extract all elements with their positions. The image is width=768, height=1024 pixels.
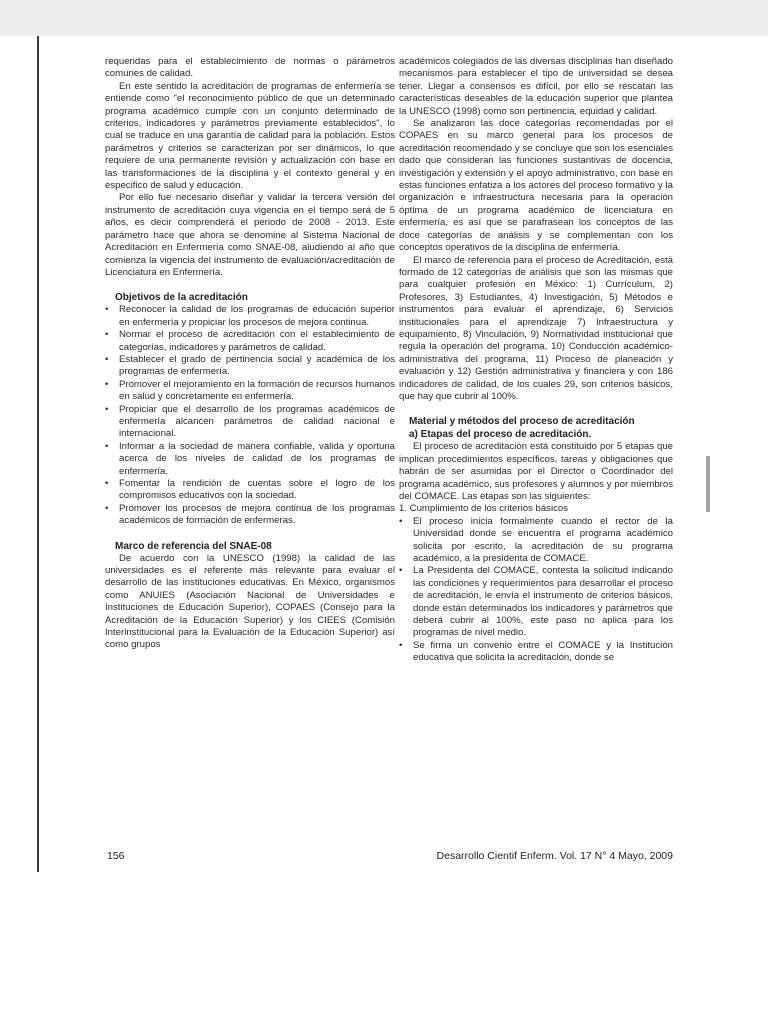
list-item: • Informar a la sociedad de manera confiable, valida y oportuna acerca de los niveles de calidad de los programas de enfermería. (105, 441, 395, 478)
paragraph: Por ello fue necesario diseñar y validar la tercera versión del instrumento de acreditación cuya vigencia en el tiempo será de 5 años, es decir comprenderá el periodo de 2008 - 2013. Este parámetro hace que ahora se denomine al Sistema Nacional de Acreditación en Enfermería como SNAE-08, aludiendo al año que comienza la vigencia del instrumento de evaluación/acreditación de Licenciatura en Enfermería. (105, 192, 395, 278)
list-item: • Fomentar la rendición de cuentas sobre el logro de los compromisos educativos con la sociedad. (105, 478, 395, 503)
etapas-list (399, 516, 673, 665)
section-heading-marco: Marco de referencia del SNAE-08 (115, 540, 272, 552)
list-item: • El proceso inicia formalmente cuando el rector de la Universidad donde se encuentra el programa académico solicita por escrito, la acreditación de su programa académico, a la presidenta de COMACE. (399, 516, 673, 566)
paragraph: De acuerdo con la UNESCO (1998) la calidad de las universidades es el referente más relevante para evaluar el desarrollo de las instituciones educativas. En México, organismos como ANUIES (Asociación Nacional de Universidades e Instituciones de Educación Superior), COPAES (Consejo para la Acreditación de la Educación Superior) y los CIEES (Comisión Interinstitucional para la Evaluación de la Educación Superior) así como grupos (105, 552, 395, 651)
right-column (399, 56, 673, 665)
paragraph: requeridas para el establecimiento de normas o parámetros comunes de calidad. (105, 56, 395, 80)
section-heading-etapas: a) Etapas del proceso de acreditación. (409, 429, 592, 441)
objetivos-list (105, 304, 395, 527)
top-margin (0, 0, 768, 36)
paragraph: En este sentido la acreditación de programas de enfermería se entiende como "el reconocimiento público de que un determinado programa académico cumple con un conjunto determinado de criterios, indicadores y parámetros previamente establecidos", lo cual se traduce en una garantía de calidad para la población. Estos parámetros y criterios se caracterizan por ser dinámicos, lo que requiere de una permanente revisión y actualización con base en las transformaciones de la disciplina y el contexto general y en especifico de salud y educación. (105, 80, 395, 192)
section-heading-material: Material y métodos del proceso de acreditación (409, 416, 635, 428)
list-item: • Promover los procesos de mejora continua de los programas académicos de formación de enfermeras. (105, 503, 395, 528)
list-item: • Promover el mejoramiento en la formación de recursos humanos en salud y concretamente en enfermería. (105, 379, 395, 404)
left-column (105, 56, 395, 652)
paragraph: El marco de referencia para el proceso de Acreditación, está formado de 12 categorías de análisis que son las mismas que para cualquier profesión en México: 1) Currículum, 2) Profesores, 3) Estudiantes, 4) Investigación, 5) Métodos e instrumentos para evaluar el aprendizaje, 6) Servicios institucionales para el aprendizaje 7) Infraestructura y equipamiento, 8) Vinculación, 9) Normatividad institucional que regula la operación del programa, 10) Conducción académico-administrativa del programa, 11) Proceso de planeación y evaluación y 12) Gestión administrativa y financiera y con 186 indicadores de calidad, de los cuales 29, son criterios básicos, que hay que cubrir al 100%. (399, 254, 673, 402)
list-item: • La Presidenta del COMACE, contesta la solicitud indicando las condiciones y requerimientos para desarrollar el proceso de acreditación, le envía el instrumento de criterios básicos, donde están determinados los indicadores y parámetros que deberá cubrir al 100%, este paso no aplica para los programas de nivel medio. (399, 565, 673, 639)
paragraph: El proceso de acreditación está constituido por 5 etapas que implican procedimientos específicos, tareas y obligaciones que habrán de ser asumidas por el Director o Coordinador del programa académico, sus profesores y alumnos y por miembros del COMACE. Las etapas son las siguientes: (399, 441, 673, 502)
paragraph: académicos colegiados de las diversas disciplinas han diseñado mecanismos para establecer el tipo de universidad se desea tener. Llegar a consensos es difícil, por ello se rescatan las características deseables de la educación superior que plantea la UNESCO (1998) como son pertinencia, equidad y calidad. (399, 56, 673, 117)
list-item: • Reconocer la calidad de los programas de educación superior en enfermería y propiciar los procesos de mejora continua. (105, 304, 395, 329)
list-item: • Normar el proceso de acreditación con el establecimiento de categorías, indicadores y parámetros de calidad. (105, 329, 395, 354)
journal-citation: Desarrollo Cientif Enferm. Vol. 17 N° 4 Mayo, 2009 (436, 850, 673, 862)
list-item: 1. Cumplimiento de los criterios básicos (399, 503, 569, 515)
list-item: • Se firma un convenio entre el COMACE y la Institución educativa que solicita la acreditación, donde se (399, 640, 673, 665)
section-heading-objetivos: Objetivos de la acreditación (115, 292, 248, 304)
page-number: 156 (107, 850, 125, 862)
list-item: • Establecer el grado de pertinencia social y académica de los programas de enfermería. (105, 354, 395, 379)
paragraph: Se analizaron las doce categorías recomendadas por el COPAES en su marco general para los procesos de acreditación recomendado y se concluye que son los esenciales dado que consideran las funciones sustantivas de docencia, investigación y extensión y el apoyo administrativo, con base en estas funciones enfatiza a los actores del proceso formativo y la organización e infraestructura necesaria para la operación óptima de un programa académico de licenciatura en enfermería, es así que se parafrasean los conceptos de las doce categorías de análisis y se complementan con los conceptos operativos de la disciplina de enfermería. (399, 118, 673, 254)
vertical-margin-mark (703, 454, 713, 514)
list-item: • Propiciar que el desarrollo de los programas académicos de enfermería alcancen parámetros de calidad nacional e internacional. (105, 404, 395, 441)
journal-page (37, 36, 739, 872)
